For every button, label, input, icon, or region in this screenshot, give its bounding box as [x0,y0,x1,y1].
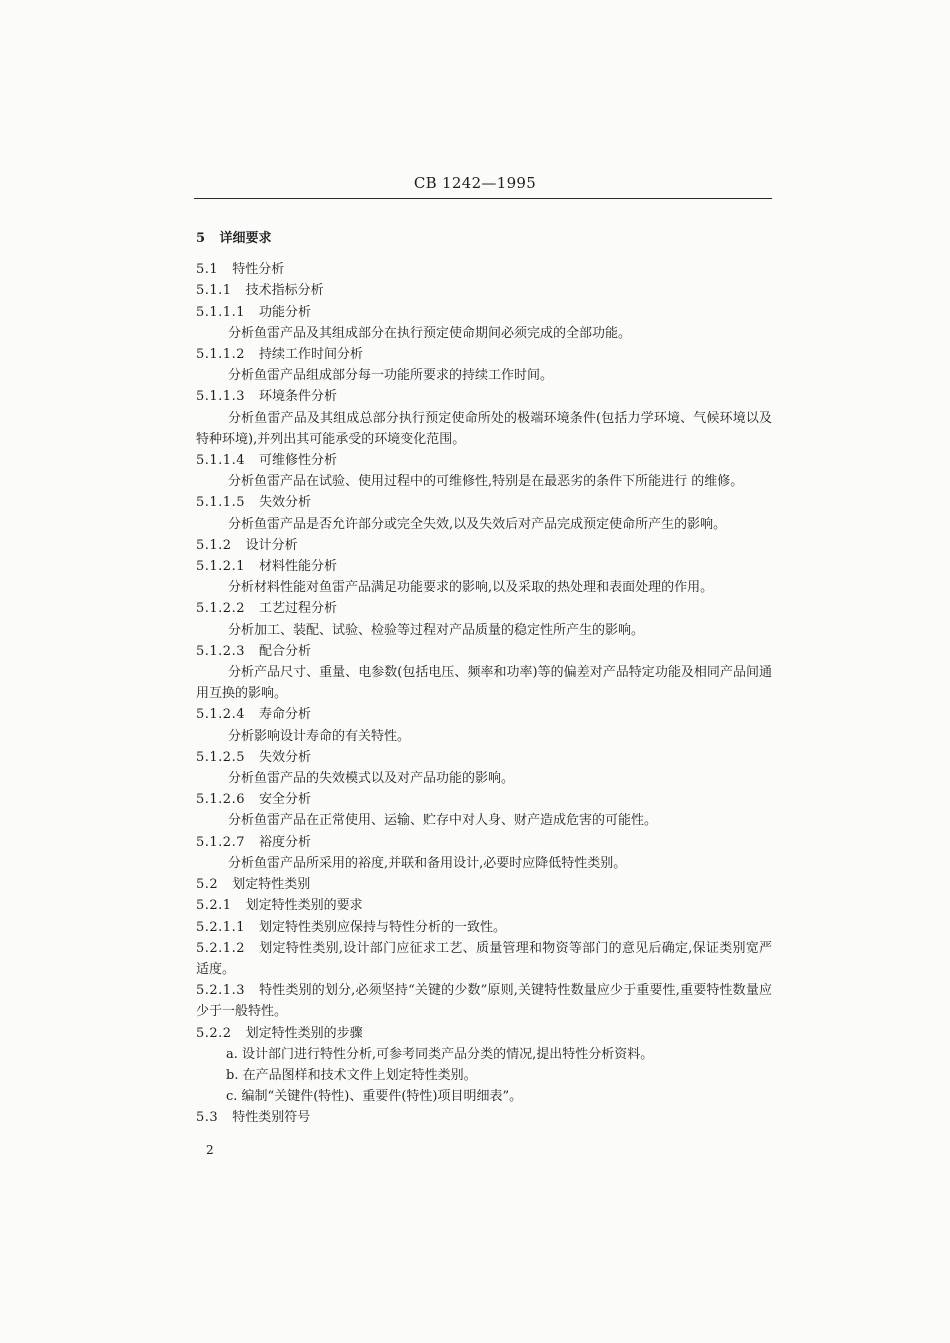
document-body [196,226,772,1129]
section-5-2-1-heading: 5.2.1 划定特性类别的要求 [196,898,363,914]
section-5-1-2-1-heading: 5.1.2.1 材料性能分析 [196,559,337,575]
standard-code-header: CB 1242—1995 [413,174,537,192]
section-5-2-1-3-clause: 5.2.1.3 特性类别的划分,必须坚持“关键的少数”原则,关键特性数量应少于重要性,重要特性数量应少于一般特性。 [196,983,772,1020]
section-5-1-1-4-body: 分析鱼雷产品在试验、使用过程中的可维修性,特别是在最恶劣的条件下所能进行 的维修。 [228,474,744,490]
section-5-2-1-1-clause: 5.2.1.1 划定特性类别应保持与特性分析的一致性。 [196,919,506,935]
section-5-1-1-5-heading: 5.1.1.5 失效分析 [196,495,311,511]
section-5-1-1-5-body: 分析鱼雷产品是否允许部分或完全失效,以及失效后对产品完成预定使命所产生的影响。 [228,516,727,532]
list-item: b. 在产品图样和技术文件上划定特性类别。 [226,1067,477,1083]
section-5-heading: 5 详细要求 [196,231,272,246]
section-5-2-2-heading: 5.2.2 划定特性类别的步骤 [196,1025,363,1041]
section-5-1-2-5-heading: 5.1.2.5 失效分析 [196,749,311,765]
section-5-1-2-2-body: 分析加工、装配、试验、检验等过程对产品质量的稳定性所产生的影响。 [228,622,645,638]
section-5-1-2-6-heading: 5.1.2.6 安全分析 [196,792,311,808]
section-5-1-2-1-body: 分析材料性能对鱼雷产品满足功能要求的影响,以及采取的热处理和表面处理的作用。 [228,580,714,596]
section-5-1-2-3-body: 分析产品尺寸、重量、电参数(包括电压、频率和功率)等的偏差对产品特定功能及相同产品间通用互换的影响。 [196,665,772,702]
section-5-2-1-2-clause: 5.2.1.2 划定特性类别,设计部门应征求工艺、质量管理和物资等部门的意见后确定,保证类别宽严适度。 [196,940,772,977]
section-5-1-2-3-heading: 5.1.2.3 配合分析 [196,643,311,659]
section-5-1-1-3-heading: 5.1.1.3 环境条件分析 [196,389,337,405]
section-5-1-1-heading: 5.1.1 技术指标分析 [196,283,324,299]
section-5-1-2-4-heading: 5.1.2.4 寿命分析 [196,707,311,723]
section-5-1-1-2-heading: 5.1.1.2 持续工作时间分析 [196,347,363,363]
section-5-1-1-2-body: 分析鱼雷产品组成部分每一功能所要求的持续工作时间。 [228,368,554,384]
section-5-1-2-5-body: 分析鱼雷产品的失效模式以及对产品功能的影响。 [228,771,515,787]
section-5-3-heading: 5.3 特性类别符号 [196,1110,311,1126]
section-5-1-2-7-heading: 5.1.2.7 裕度分析 [196,834,311,850]
section-5-1-1-3-body: 分析鱼雷产品及其组成总部分执行预定使命所处的极端环境条件(包括力学环境、气候环境以及特种环境),并列出其可能承受的环境变化范围。 [196,410,772,447]
section-5-1-2-6-body: 分析鱼雷产品在正常使用、运输、贮存中对人身、财产造成危害的可能性。 [228,813,658,829]
section-5-1-1-1-heading: 5.1.1.1 功能分析 [196,304,311,320]
section-5-1-2-heading: 5.1.2 设计分析 [196,537,298,553]
header-divider [194,198,772,199]
list-item: a. 设计部门进行特性分析,可参考同类产品分类的情况,提出特性分析资料。 [226,1046,654,1062]
page-number: 2 [206,1143,214,1157]
section-5-1-heading: 5.1 特性分析 [196,262,285,278]
section-5-2-heading: 5.2 划定特性类别 [196,877,311,893]
section-5-1-2-2-heading: 5.1.2.2 工艺过程分析 [196,601,337,617]
section-5-1-2-7-body: 分析鱼雷产品所采用的裕度,并联和备用设计,必要时应降低特性类别。 [228,855,627,871]
section-5-1-2-4-body: 分析影响设计寿命的有关特性。 [228,728,411,744]
section-5-1-1-4-heading: 5.1.1.4 可维修性分析 [196,453,337,469]
section-5-1-1-1-body: 分析鱼雷产品及其组成部分在执行预定使命期间必须完成的全部功能。 [228,325,632,341]
list-item: c. 编制“关键件(特性)、重要件(特性)项目明细表”。 [226,1089,523,1105]
